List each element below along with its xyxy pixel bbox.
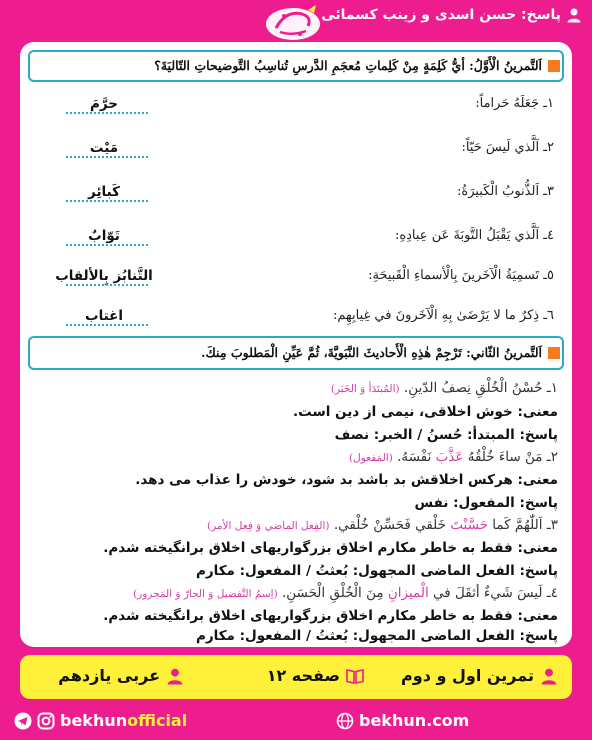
hadith-3: ٣ـ اَللّٰهُمَّ كَما حَسَّنْتَ خَلْقي فَحَسِّنْ خُلْقي. (الفِعل الماضي وَ فِعل الأمر)	[207, 517, 558, 533]
answer-dotted-line	[66, 200, 148, 202]
exercise1-row	[28, 180, 562, 208]
hadith-3-meaning: معنی: فقط به خاطر مکارم اخلاق بزرگواریهای اخلاق برانگیخته شدم.	[103, 540, 558, 556]
exercise1-row	[28, 224, 562, 252]
answer-text: كَبائِر	[88, 184, 120, 200]
footer-exercise-label: تمرین اول و دوم	[401, 666, 558, 685]
social-footer	[0, 708, 592, 736]
exercise1-row	[28, 304, 562, 332]
globe-icon	[336, 712, 354, 730]
exercise2-title: اَلتَّمرينُ الثّاني: تَرْجِمْ هٰذِهِ الْأَحاديثَ النَّبَويَّةَ، ثُمَّ عَيِّنِ الْمَطلوبَ مِنكَ.	[201, 345, 560, 360]
instagram-icon	[37, 712, 55, 730]
answer-dotted-line	[66, 324, 148, 326]
hadith-1-answer: پاسخ: المبتدأ: حُسنُ / الخبر: نصف	[334, 427, 558, 443]
highlighted-word: عَذَّبَ	[435, 449, 464, 465]
answer-text: اغتاب	[85, 308, 123, 324]
answer-text: مَيْت	[89, 140, 119, 156]
hadith-1-meaning: معنی: خوش اخلاقی، نیمی از دین است.	[293, 404, 558, 420]
hadith-4: ٤ـ لَيسَ شَيءٌ أثقَلَ في الْميزانِ مِنَ الْخُلْقِ الْحَسَنِ. (اِسمُ التَّفضيل وَ الجارّ وَ المَجرور)	[133, 585, 558, 601]
user-icon	[166, 667, 184, 685]
answer-dotted-line	[66, 156, 148, 158]
answer-dotted-line	[66, 244, 148, 246]
question-text: ٦ـ ذِكرٌ ما لا يَرْضَىٰ بِهِ الْآخَرونَ في غِيابِهِم:	[332, 308, 554, 323]
exercise1-row	[28, 92, 562, 120]
author-text: پاسخ: حسن اسدی و زینب کسمائی	[321, 7, 561, 23]
grammar-tag: (المُبتَدَأ وَ الخَبَر)	[330, 383, 400, 395]
hadith-2: ٢ـ مَنْ ساءَ خُلْقُهُ عَذَّبَ نَفْسَهُ. (المَفعول)	[349, 449, 558, 465]
grammar-tag: (المَفعول)	[349, 452, 393, 464]
footer-bar	[20, 655, 572, 699]
hadith-3-answer: پاسخ: الفعل الماضی المجهول: بُعثتُ / المفعول: مکارم	[195, 563, 558, 579]
answer-text: تَوّابٌ	[88, 228, 120, 244]
orange-square-icon	[548, 60, 560, 72]
grammar-tag: (اِسمُ التَّفضيل وَ الجارّ وَ المَجرور)	[133, 588, 278, 600]
telegram-icon	[14, 712, 32, 730]
social-handle[interactable]: bekhunofficial	[14, 711, 187, 730]
grammar-tag: (الفِعل الماضي وَ فِعل الأمر)	[207, 520, 330, 532]
footer-page-label: صفحه ۱۲	[267, 666, 364, 685]
worksheet-page	[20, 42, 572, 647]
question-text: ١ـ جَعَلَهُ حَراماً:	[475, 96, 554, 111]
hadith-1: ١ـ حُسْنُ الْخُلْقِ نِصفُ الدّينِ. (المُبتَدَأ وَ الخَبَر)	[330, 380, 558, 396]
exercise1-row	[28, 136, 562, 164]
orange-square-icon	[548, 347, 560, 359]
question-text: ٤ـ اَلَّذي يَقْبَلُ التَّوبَةَ عَن عِبادِهِ:	[394, 228, 554, 243]
footer-subject-label: عربی یازدهم	[58, 666, 184, 685]
exercise1-row	[28, 264, 562, 292]
user-icon	[540, 667, 558, 685]
website-link[interactable]: bekhun.com	[336, 711, 469, 730]
header	[0, 0, 592, 36]
hadith-2-meaning: معنی: هرکس اخلاقش بد باشد بد شود، خودش را عذاب می دهد.	[135, 472, 558, 488]
question-text: ٥ـ تَسمِيَةُ الْآخَرينَ بِالْأسماءِ الْقَبيحَةِ:	[368, 268, 554, 283]
hadith-4-answer: پاسخ: الفعل الماضی المجهول: بُعثتُ / المفعول: مکارم	[195, 628, 558, 644]
question-text: ٣ـ اَلذُّنوبُ الْكَبيرَةُ:	[457, 184, 554, 199]
answer-text: التَّنابُز بِالألقاب	[55, 268, 153, 284]
bekhun-logo-icon	[262, 2, 324, 44]
answer-dotted-line	[66, 112, 148, 114]
highlighted-word: الْميزانِ	[387, 585, 429, 601]
answer-dotted-line	[66, 284, 148, 286]
user-icon	[566, 7, 582, 23]
author-credit	[321, 7, 582, 23]
highlighted-word: حَسَّنْتَ	[450, 517, 488, 533]
answer-text: حرَّمَ	[89, 96, 119, 112]
question-text: ٢ـ اَلَّذي لَيسَ حَيّاً:	[461, 140, 554, 155]
hadith-2-answer: پاسخ: المفعول: نفس	[414, 495, 558, 511]
exercise1-title: اَلتَّمرینُ الْأَوَّلُ: أيُّ كَلِمَةٍ مِنْ كَلِماتِ مُعجَمِ الدَّرسِ تُناسِبُ التَّوضيحاتِ التّاليَةَ؟	[154, 58, 560, 73]
book-icon	[346, 667, 364, 685]
hadith-4-meaning: معنی: فقط به خاطر مکارم اخلاق بزرگواریهای اخلاق برانگیخته شدم.	[103, 608, 558, 624]
